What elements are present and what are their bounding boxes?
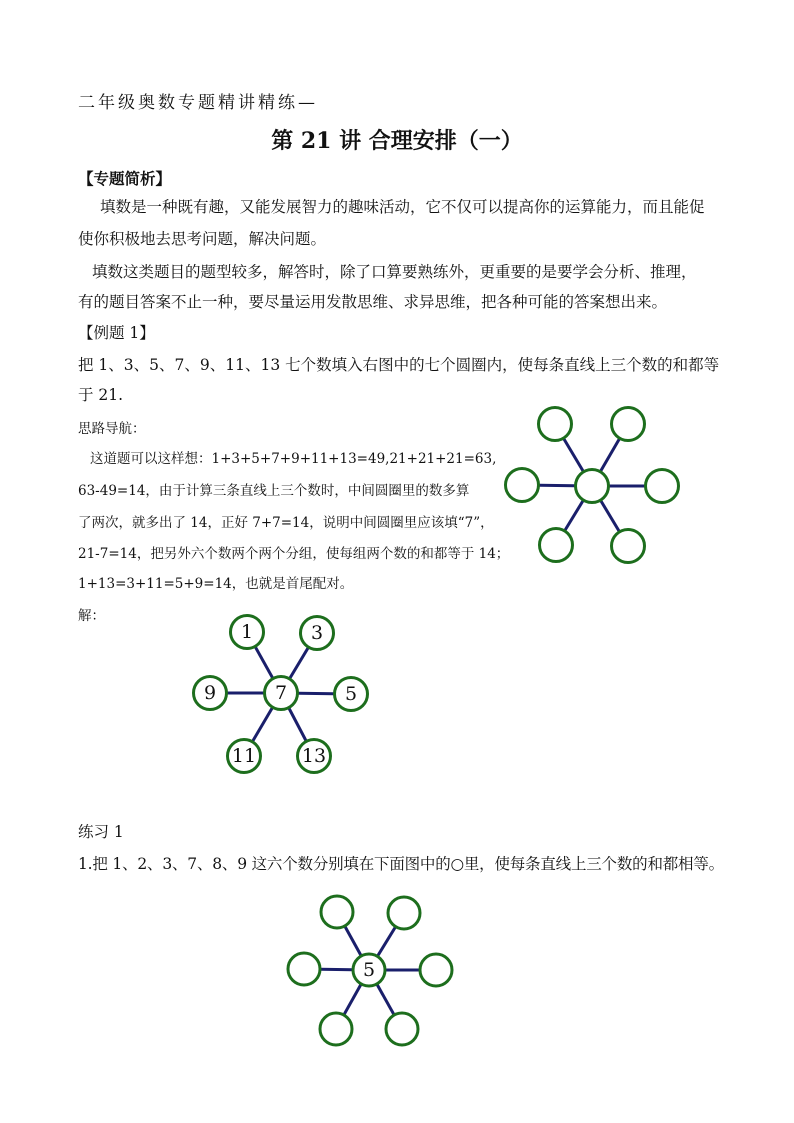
outer-circle bbox=[386, 1013, 418, 1045]
left-number: 9 bbox=[203, 682, 217, 704]
outer-circle bbox=[288, 953, 320, 985]
outer-circle bbox=[612, 408, 645, 441]
example-star-diagram bbox=[500, 400, 685, 570]
practice1-problem: 1.把 1、2、3、7、8、9 这六个数分别填在下面图中的○里，使每条直线上三个数的和都相等。 bbox=[78, 855, 724, 873]
center-circle bbox=[576, 470, 609, 503]
top-right-number: 3 bbox=[310, 622, 324, 644]
right-number: 5 bbox=[344, 683, 358, 705]
outer-circle bbox=[539, 408, 572, 441]
outer-circle bbox=[321, 896, 353, 928]
bottom-right-number: 13 bbox=[301, 745, 327, 767]
outer-circle bbox=[540, 529, 573, 562]
intro-heading: 【专题简析】 bbox=[78, 169, 172, 188]
example1-problem-line2: 于 21. bbox=[78, 386, 124, 404]
practice1-heading: 练习 1 bbox=[78, 823, 124, 841]
lesson-title: 第 21 讲 合理安排（一） bbox=[271, 128, 523, 154]
hint-label: 思路导航： bbox=[78, 421, 146, 437]
outer-circle bbox=[420, 954, 452, 986]
hint-line: 1+13=3+11=5+9=14，也就是首尾配对。 bbox=[78, 576, 354, 592]
outer-circle bbox=[506, 469, 539, 502]
outer-circle bbox=[320, 1013, 352, 1045]
center-number: 5 bbox=[362, 959, 376, 981]
intro-para2-line2: 有的题目答案不止一种，要尽量运用发散思维、求异思维，把各种可能的答案想出来。 bbox=[78, 293, 668, 311]
hint-line: 63-49=14，由于计算三条直线上三个数时，中间圆圈里的数多算 bbox=[78, 483, 470, 499]
outer-circle bbox=[388, 897, 420, 929]
intro-para1-line2: 使你积极地去思考问题，解决问题。 bbox=[78, 230, 327, 248]
hint-line: 21-7=14，把另外六个数两个两个分组，使每组两个数的和都等于 14； bbox=[78, 546, 510, 562]
example1-problem-line1: 把 1、3、5、7、9、11、13 七个数填入右图中的七个圆圈内，使每条直线上三个数的和都等 bbox=[78, 356, 720, 374]
outer-circle bbox=[612, 530, 645, 563]
top-left-number: 1 bbox=[240, 621, 254, 643]
hint-line: 了两次，就多出了 14，正好 7+7=14，说明中间圆圈里应该填“7”， bbox=[78, 515, 494, 531]
example1-heading: 【例题 1】 bbox=[78, 324, 155, 342]
solution-label: 解： bbox=[78, 608, 105, 624]
hint-line: 这道题可以这样想：1+3+5+7+9+11+13=49,21+21+21=63, bbox=[90, 451, 497, 467]
outer-circle bbox=[646, 470, 679, 503]
practice-star-diagram bbox=[284, 893, 459, 1053]
intro-para1-line1: 填数是一种既有趣，又能发展智力的趣味活动，它不仅可以提高你的运算能力，而且能促 bbox=[100, 198, 705, 216]
intro-para2-line1: 填数这类题目的题型较多，解答时，除了口算要熟练外，更重要的是要学会分析、推理， bbox=[92, 263, 697, 281]
solution-star-diagram bbox=[188, 612, 378, 777]
center-number: 7 bbox=[274, 682, 288, 704]
series-title: 二年级奥数专题精讲精练— bbox=[78, 93, 318, 113]
bottom-left-number: 11 bbox=[231, 745, 257, 767]
